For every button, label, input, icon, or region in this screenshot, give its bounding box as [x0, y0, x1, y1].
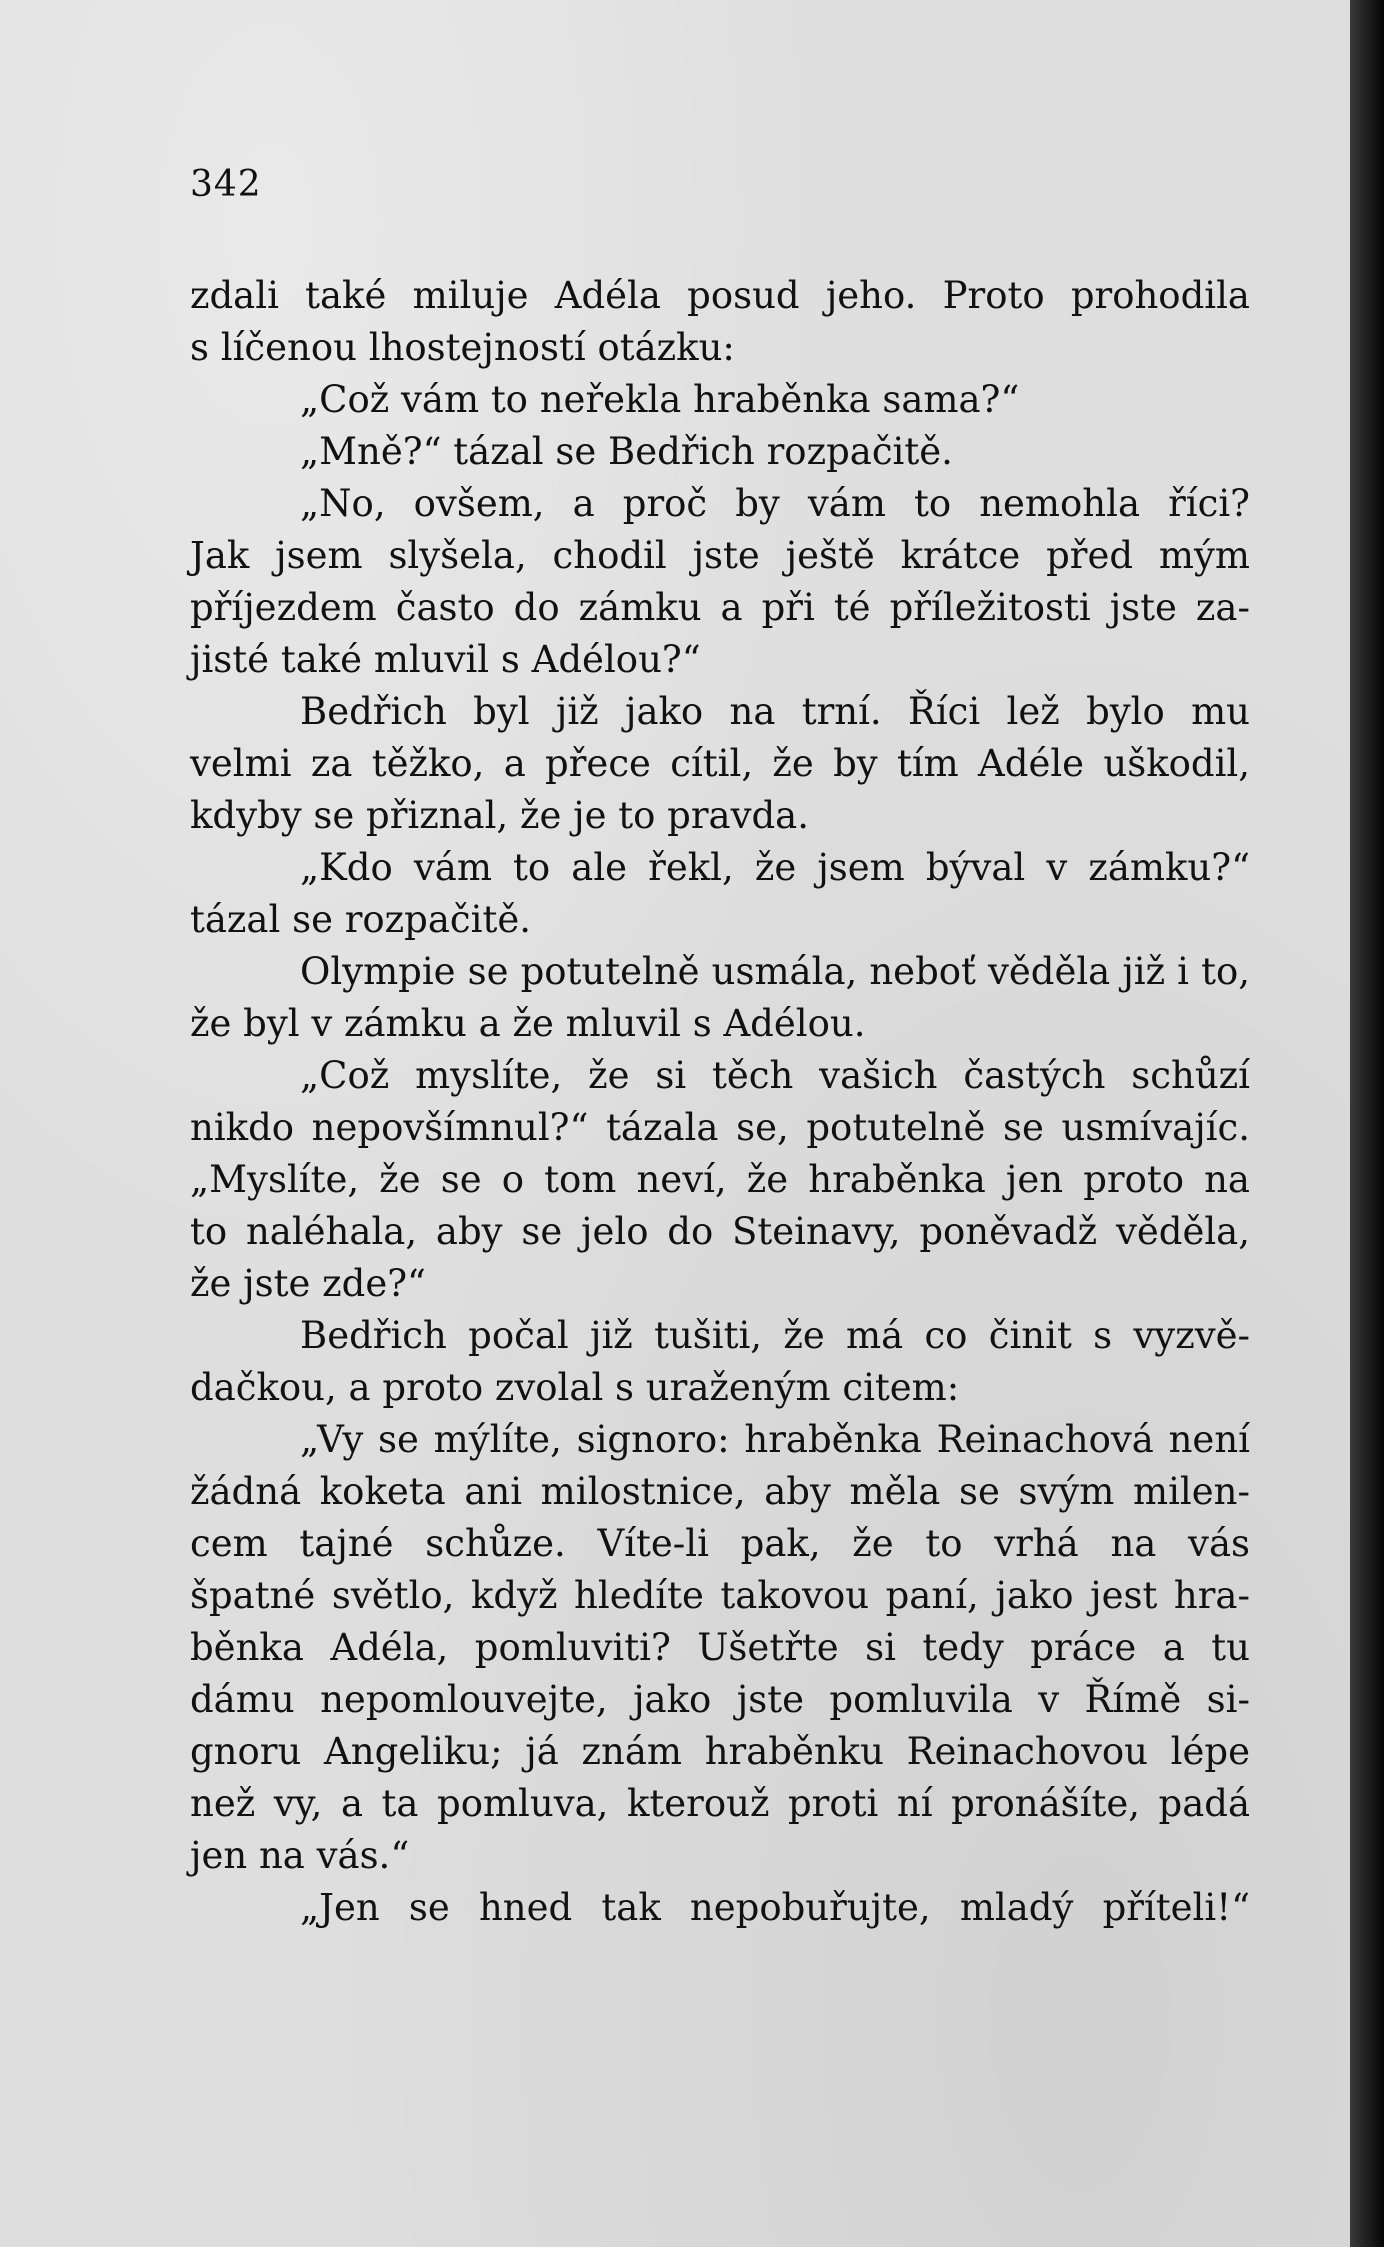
- text-line: cem tajné schůze. Víte-li pak, že to vrhá na vás: [190, 1522, 1250, 1565]
- text-line: „Mně?“ tázal se Bedřich rozpačitě.: [300, 430, 953, 473]
- text-line: s líčenou lhostejností otázku:: [190, 326, 735, 369]
- scan-edge-shadow: [1350, 0, 1384, 2247]
- body-text: [190, 270, 1250, 1934]
- text-line: příjezdem často do zámku a při té příležitosti jste za-: [190, 586, 1250, 629]
- text-line: dačkou, a proto zvolal s uraženým citem:: [190, 1366, 960, 1409]
- text-line: žádná koketa ani milostnice, aby měla se svým milen-: [190, 1470, 1250, 1513]
- text-line: gnoru Angeliku; já znám hraběnku Reinachovou lépe: [190, 1730, 1250, 1773]
- text-line: že jste zde?“: [190, 1262, 426, 1305]
- text-line: „No, ovšem, a proč by vám to nemohla říci?: [300, 482, 1250, 525]
- text-line: „Jen se hned tak nepobuřujte, mladý příteli!“: [300, 1886, 1250, 1929]
- text-line: Bedřich počal již tušiti, že má co činit s vyzvě-: [300, 1314, 1250, 1357]
- text-line: špatné světlo, když hledíte takovou paní, jako jest hra-: [190, 1574, 1250, 1617]
- text-line: kdyby se přiznal, že je to pravda.: [190, 794, 809, 837]
- text-line: velmi za těžko, a přece cítil, že by tím Adéle uškodil,: [190, 742, 1250, 785]
- text-line: běnka Adéla, pomluviti? Ušetřte si tedy práce a tu: [190, 1626, 1250, 1669]
- text-line: jisté také mluvil s Adélou?“: [190, 638, 701, 681]
- text-line: „Vy se mýlíte, signoro: hraběnka Reinachová není: [300, 1418, 1250, 1461]
- text-line: jen na vás.“: [190, 1834, 410, 1877]
- text-line: „Myslíte, že se o tom neví, že hraběnka jen proto na: [190, 1158, 1250, 1201]
- text-line: to naléhala, aby se jelo do Steinavy, poněvadž věděla,: [190, 1210, 1250, 1253]
- text-line: nikdo nepovšímnul?“ tázala se, potutelně se usmívajíc.: [190, 1106, 1250, 1149]
- text-line: „Kdo vám to ale řekl, že jsem býval v zámku?“: [300, 846, 1250, 889]
- text-line: zdali také miluje Adéla posud jeho. Proto prohodila: [190, 274, 1250, 317]
- text-line: Bedřich byl již jako na trní. Říci lež bylo mu: [300, 690, 1250, 733]
- text-line: Jak jsem slyšela, chodil jste ještě krátce před mým: [190, 534, 1250, 577]
- text-line: „Což myslíte, že si těch vašich častých schůzí: [300, 1054, 1250, 1097]
- text-line: Olympie se potutelně usmála, neboť věděla již i to,: [300, 950, 1250, 993]
- page-number: 342: [190, 164, 262, 205]
- text-line: tázal se rozpačitě.: [190, 898, 532, 941]
- text-line: že byl v zámku a že mluvil s Adélou.: [190, 1002, 866, 1045]
- text-line: než vy, a ta pomluva, kterouž proti ní pronášíte, padá: [190, 1782, 1250, 1825]
- text-line: dámu nepomlouvejte, jako jste pomluvila v Římě si-: [190, 1678, 1250, 1721]
- text-line: „Což vám to neřekla hraběnka sama?“: [300, 378, 1020, 421]
